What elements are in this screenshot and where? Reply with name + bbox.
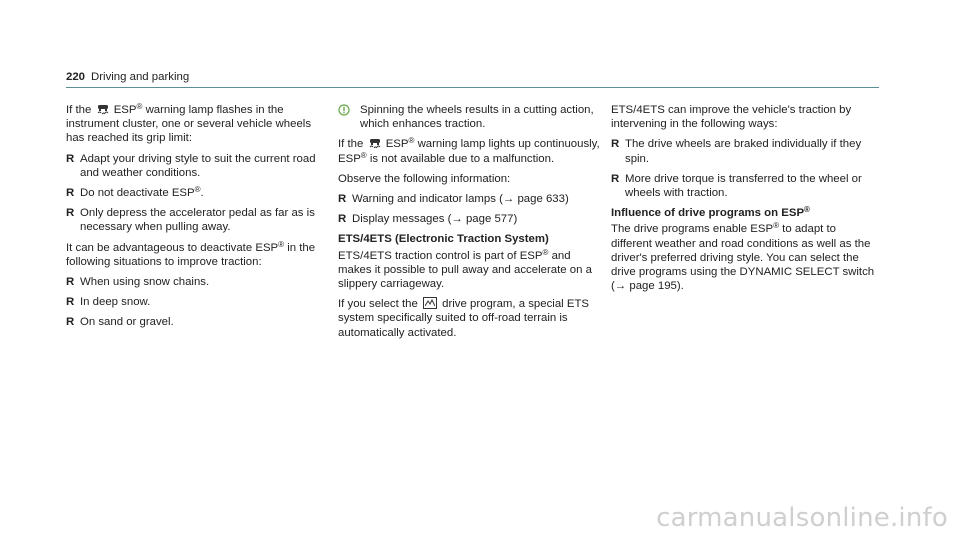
esp-flash-paragraph: If the ESP® warning lamp flashes in the instrument cluster, one or several vehicle wheels has reached its grip limit: <box>66 102 312 145</box>
ets-improve-paragraph: ETS/4ETS can improve the vehicle's traction by intervening in the following ways: <box>611 104 852 131</box>
arrow-icon: → <box>451 213 463 226</box>
page-header <box>66 70 879 84</box>
header-divider <box>66 87 879 88</box>
page-number: 220 <box>66 71 86 83</box>
list-item: R Adapt your driving style to suit the current road and weather conditions. <box>66 152 316 179</box>
list-item: R In deep snow. <box>66 296 151 309</box>
esp-continuous-paragraph: If the ESP® warning lamp lights up continuously, ESP® is not available due to a malfunction. <box>338 136 600 165</box>
arrow-icon: → <box>614 280 627 293</box>
ets-paragraph: ETS/4ETS traction control is part of ESP® and makes it possible to pull away and accelerate on a slippery carriageway. <box>338 247 592 291</box>
note-block: Spinning the wheels results in a cutting action, which enhances traction. <box>338 103 603 131</box>
list-item: R Warning and indicator lamps (→ page 633) <box>338 193 569 206</box>
drive-programs-heading: Influence of drive programs on ESP® <box>611 205 810 220</box>
column-right <box>611 103 879 299</box>
column-middle <box>338 103 603 346</box>
list-item: R More drive torque is transferred to the wheel or wheels with traction. <box>611 172 862 200</box>
list-item: R Do not deactivate ESP®. <box>66 185 204 200</box>
column-left <box>66 103 331 336</box>
ets-ways-list <box>611 137 879 200</box>
observe-list <box>338 192 603 226</box>
offroad-program-icon <box>423 297 437 309</box>
drive-program-paragraph: If you select the drive program, a special ETS system specifically suited to off-road terrain is automatically activated. <box>338 298 589 339</box>
drive-programs-paragraph: The drive programs enable ESP® to adapt to different weather and road conditions as well as the driver's preferred driving style. You can select the drive programs using the DYNAMIC SELECT switch (→ page 195). <box>611 221 875 293</box>
page-reference-link[interactable]: page 577) <box>465 213 518 226</box>
list-item: R When using snow chains. <box>66 276 210 289</box>
list-item: R Display messages (→ page 577) <box>338 213 518 226</box>
grip-limit-list <box>66 152 331 235</box>
esp-warning-lamp-icon <box>97 104 109 115</box>
esp-warning-lamp-icon <box>369 138 381 149</box>
traction-situations-list <box>66 275 331 330</box>
section-title: Driving and parking <box>91 71 190 83</box>
watermark: carmanualsonline.info <box>656 502 948 533</box>
page-reference-link[interactable]: page 633) <box>517 193 569 206</box>
list-item: R On sand or gravel. <box>66 316 174 329</box>
page-reference-link[interactable]: page 195). <box>629 280 684 293</box>
observe-paragraph: Observe the following information: <box>338 172 511 185</box>
deactivate-esp-paragraph: It can be advantageous to deactivate ESP® in the following situations to improve traction: <box>66 239 316 268</box>
list-item: R The drive wheels are braked individually if they spin. <box>611 138 862 165</box>
list-item: R Only depress the accelerator pedal as far as is necessary when pulling away. <box>66 207 315 234</box>
arrow-icon: → <box>502 193 515 206</box>
note-info-icon <box>338 104 350 116</box>
ets-heading: ETS/4ETS (Electronic Traction System) <box>338 233 549 246</box>
